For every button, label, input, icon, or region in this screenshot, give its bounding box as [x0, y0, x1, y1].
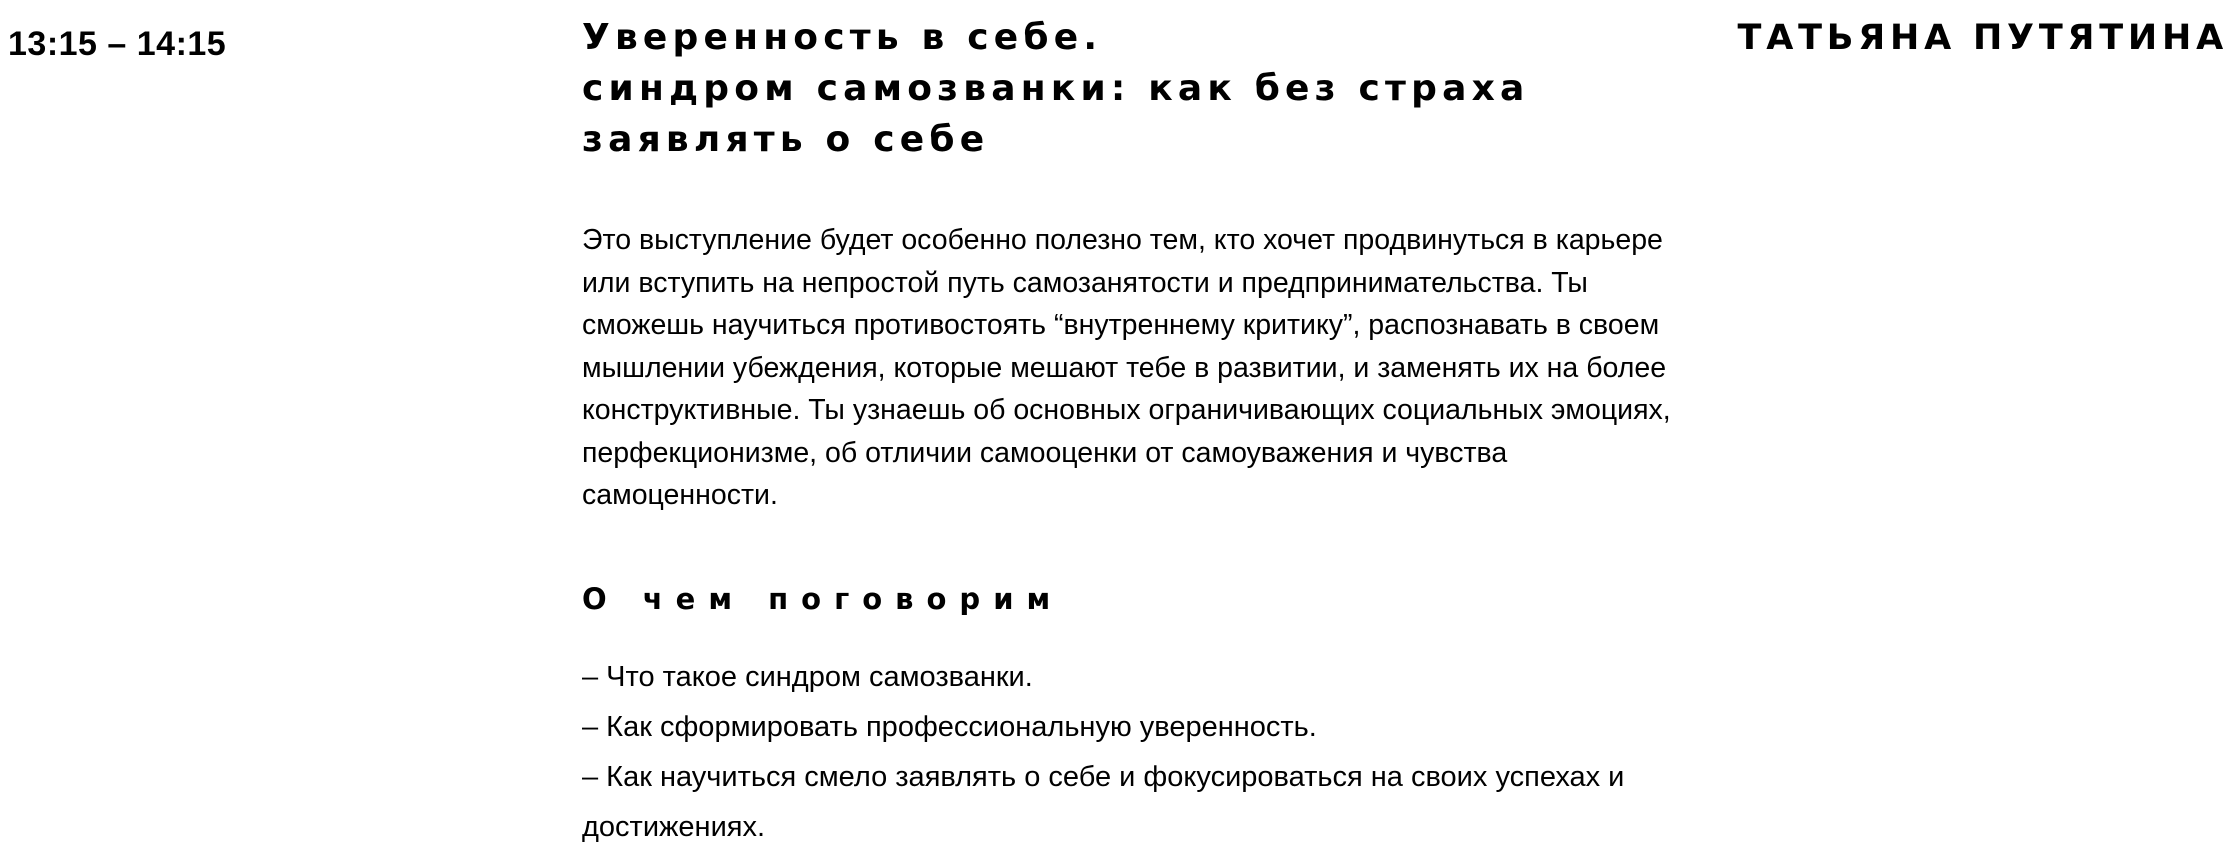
session-title-line-2: синдром самозванки: как без страха — [582, 68, 1530, 109]
topics-heading: О чем поговорим — [582, 581, 1064, 616]
topics-list — [582, 652, 1692, 852]
session-title-line-3: заявлять о себе — [582, 119, 990, 160]
topic-item: – Как научиться смело заявлять о себе и фокусироваться на своих успехах и достижениях. — [582, 760, 1625, 843]
session-time: 13:15 – 14:15 — [8, 25, 227, 63]
speaker-name: ТАТЬЯНА ПУТЯТИНА — [1737, 18, 2228, 58]
session-content — [582, 0, 1692, 852]
topic-item: – Что такое синдром самозванки. — [582, 660, 1033, 693]
session-title — [582, 0, 1692, 165]
topic-item: – Как сформировать профессиональную уверенность. — [582, 710, 1317, 743]
session-description: Это выступление будет особенно полезно тем, кто хочет продвинуться в карьере или вступить на непростой путь самозанятости и предпринимательства. Ты сможешь научиться противостоять “внутреннему критику”, распознавать в своем мышлении убеждения, которые мешают тебе в развитии, и заменять их на более конструктивные. Ты узнаешь об основных ограничивающих социальных эмоциях, перфекционизме, об отличии самооценки от самоуважения и чувства самоценности. — [582, 224, 1671, 511]
session-title-line-1: Уверенность в себе. — [582, 17, 1103, 58]
